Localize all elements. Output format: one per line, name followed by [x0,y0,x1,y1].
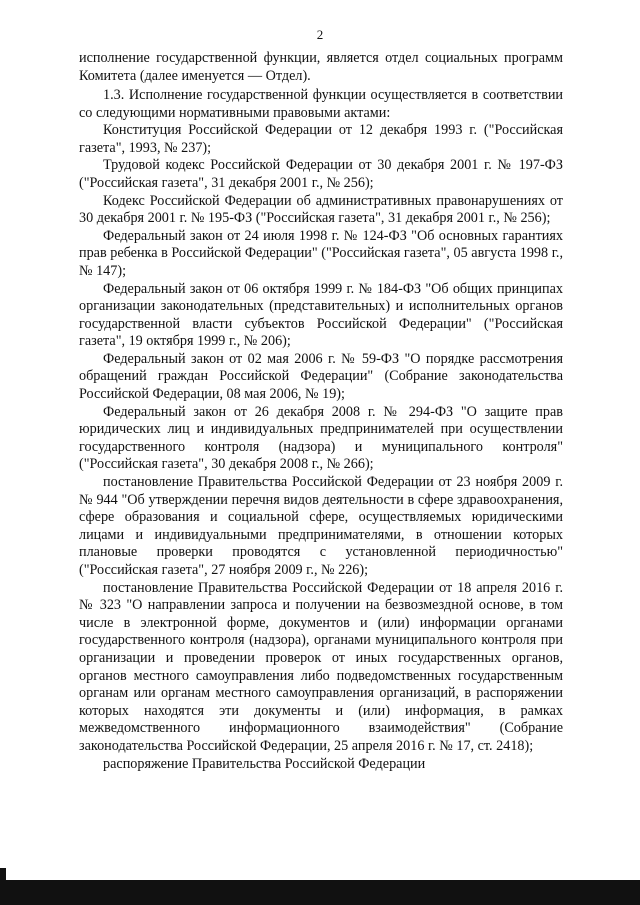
paragraph-law-184-fz: Федеральный закон от 06 октября 1999 г. № 184-ФЗ "Об общих принципах организации законодательных (представительных) и исполнительных органов государственной власти субъектов Российской Федерации" ("Российская газета", 19 октября 1999 г., № 206); [79,280,563,350]
paragraph-section-1-3: 1.3. Исполнение государственной функции осуществляется в соответствии со следующими нормативными правовыми актами: [79,86,563,121]
paragraph-law-294-fz: Федеральный закон от 26 декабря 2008 г. № 294-ФЗ "О защите прав юридических лиц и индивидуальных предпринимателей при осуществлении государственного контроля (надзора) и муниципального контроля" ("Российская газета", 30 декабря 2008 г., № 266); [79,403,563,473]
page-number: 2 [316,27,324,42]
document-body [79,50,563,773]
paragraph-resolution-323: постановление Правительства Российской Федерации от 18 апреля 2016 г. № 323 "О направлении запроса и получении на безвозмездной основе, в том числе в электронной форме, документов и (или) информации органами государственного контроля (надзора), органами муниципального контроля при организации и проведении проверок от иных государственных органов, органов местного самоуправления либо подведомственных государственным органам или органам местного самоуправления организаций, в распоряжении которых находятся эти документы и (или) информация, в рамках межведомственного информационного взаимодействия" (Собрание законодательства Российской Федерации, 25 апреля 2016 г. № 17, ст. 2418); [79,579,563,754]
paragraph-administrative-code: Кодекс Российской Федерации об административных правонарушениях от 30 декабря 2001 г. № 195-ФЗ ("Российская газета", 31 декабря 2001 г., № 256); [79,192,563,227]
paragraph-government-order: распоряжение Правительства Российской Федерации [103,755,426,772]
scan-edge-mark [0,868,6,880]
paragraph-responsible-department: исполнение государственной функции, является отдел социальных программ Комитета (далее именуется — Отдел). [79,50,563,84]
paragraph-constitution: Конституция Российской Федерации от 12 декабря 1993 г. ("Российская газета", 1993, № 237); [79,122,563,156]
scan-bottom-edge [0,880,640,905]
paragraph-labor-code: Трудовой кодекс Российской Федерации от 30 декабря 2001 г. № 197-ФЗ ("Российская газета", 31 декабря 2001 г., № 256); [79,157,563,191]
paragraph-resolution-944: постановление Правительства Российской Федерации от 23 ноября 2009 г. № 944 "Об утверждении перечня видов деятельности в сфере здравоохранения, сфере образования и социальной сфере, осуществляемых юридическими лицами и индивидуальными предпринимателями, в отношении которых плановые проверки проводятся с установленной периодичностью" ("Российская газета", 27 ноября 2009 г., № 226); [79,474,563,579]
paragraph-law-124-fz: Федеральный закон от 24 июля 1998 г. № 124-ФЗ "Об основных гарантиях прав ребенка в Российской Федерации" ("Российская газета", 05 августа 1998 г., № 147); [79,227,563,279]
paragraph-law-59-fz: Федеральный закон от 02 мая 2006 г. № 59-ФЗ "О порядке рассмотрения обращений граждан Российской Федерации" (Собрание законодательства Российской Федерации, 08 мая 2006, № 19); [79,350,563,403]
